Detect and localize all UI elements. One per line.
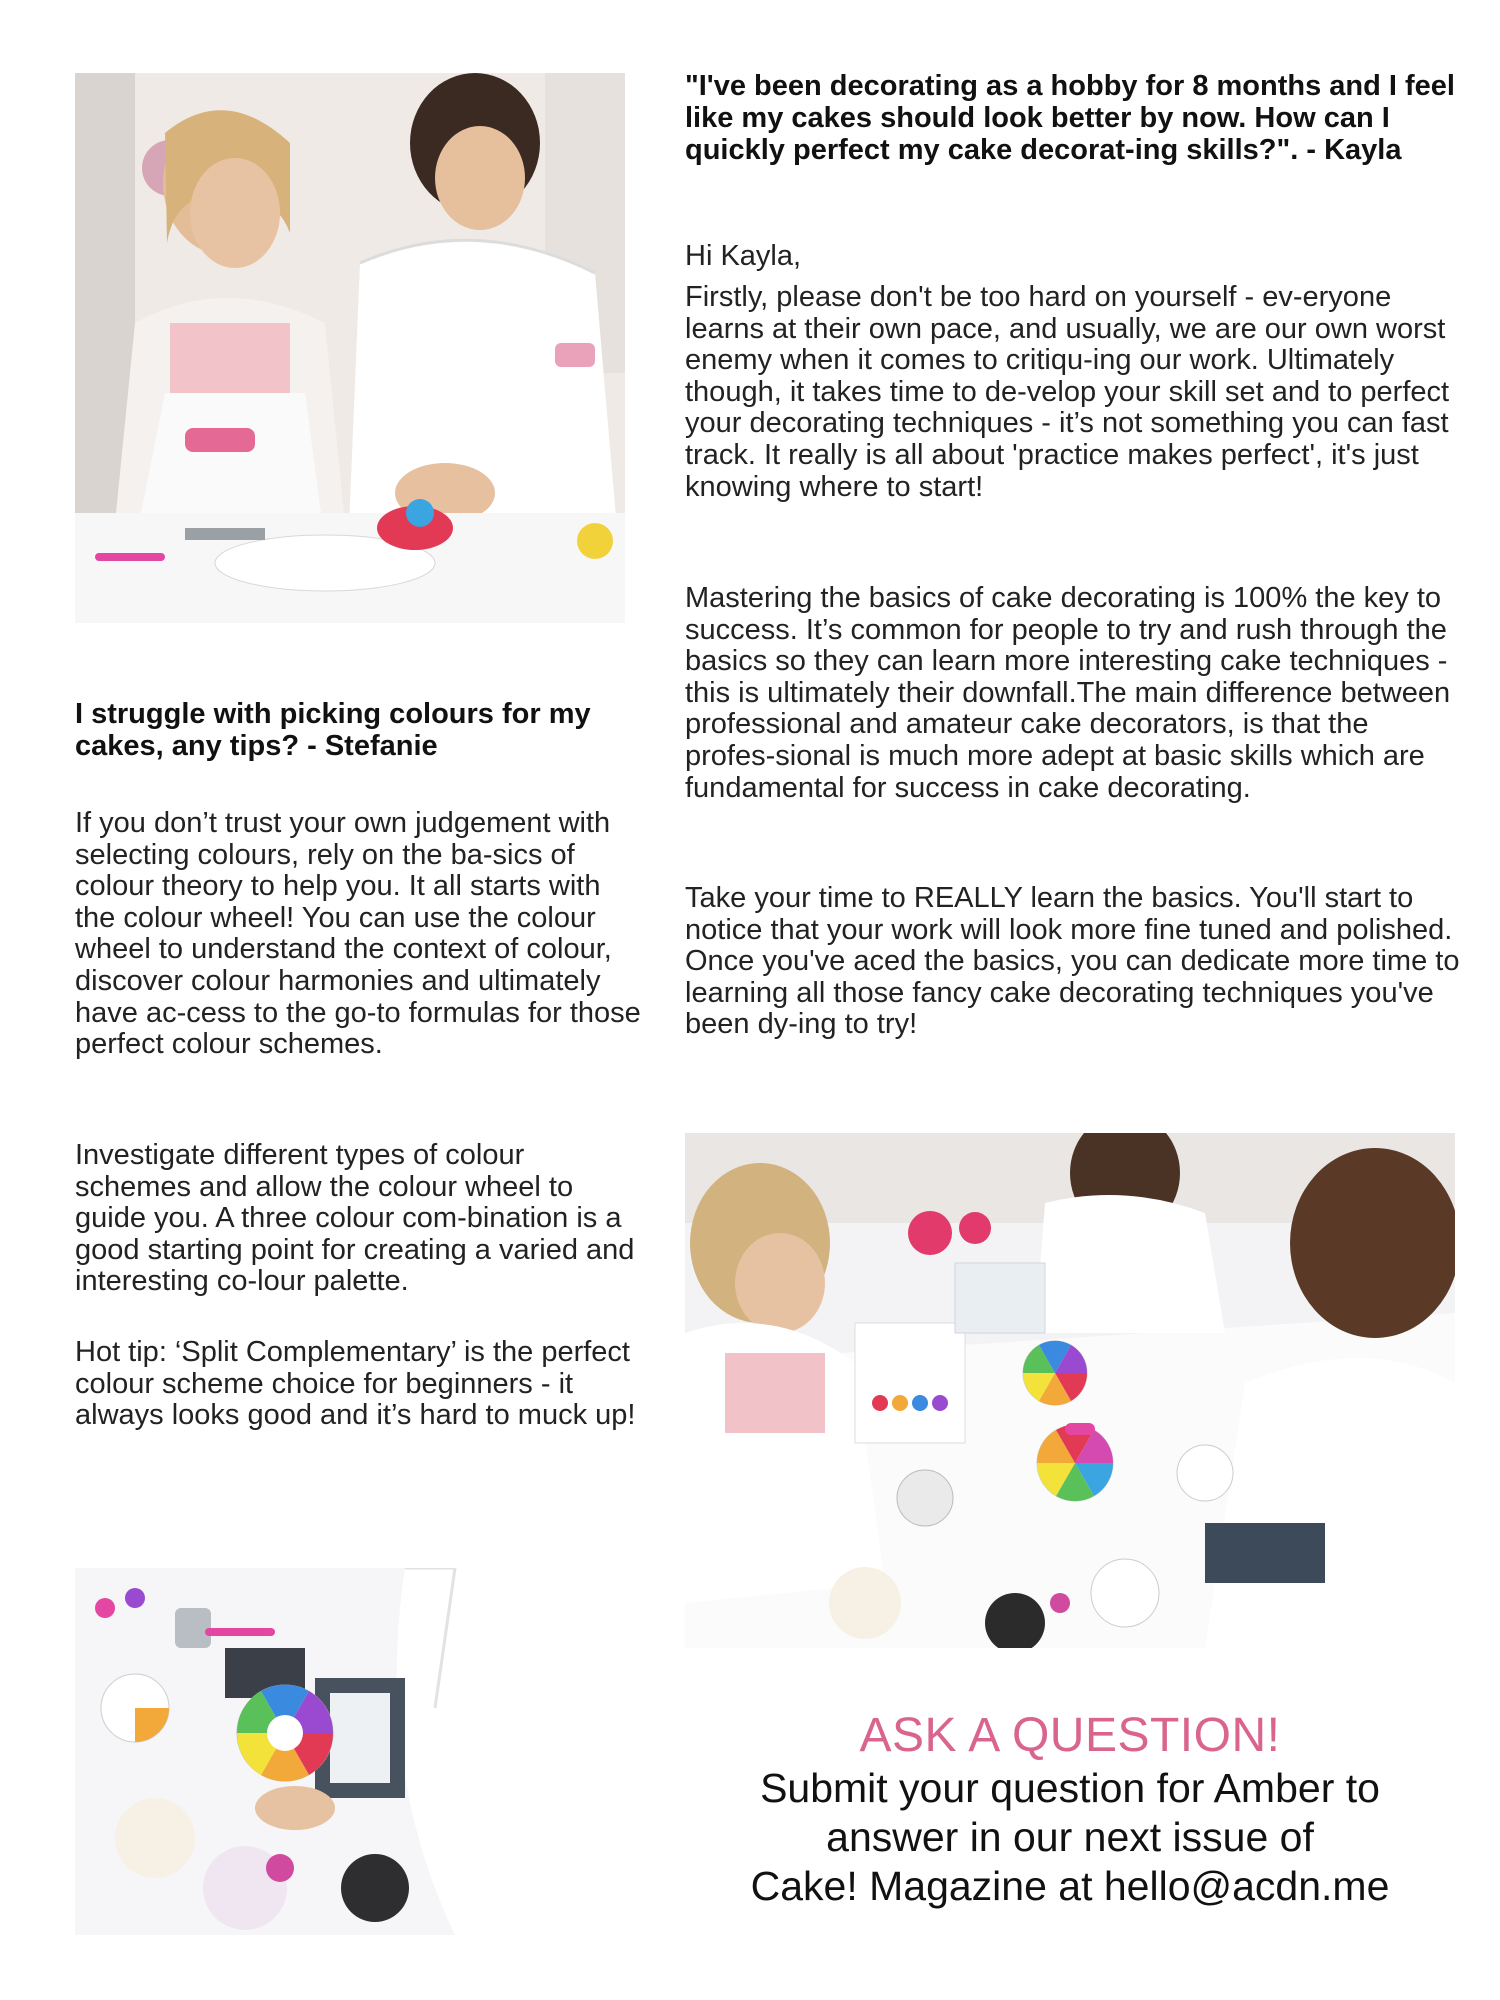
cta-line: Submit your question for Amber to — [760, 1765, 1380, 1811]
ask-a-question-block — [685, 1708, 1455, 1911]
cta-line: Cake! Magazine at hello@acdn.me — [750, 1863, 1390, 1909]
colour-wheel-closeup-photo — [75, 1568, 625, 1935]
question-heading-stefanie: I struggle with picking colours for my cakes, any tips? - Stefanie — [75, 698, 591, 762]
answer-greeting: Hi Kayla, — [685, 240, 802, 272]
answer-paragraph: Take your time to REALLY learn the basics. You'll start to notice that your work will look more fine tuned and polished. Once you've aced the basics, you can dedicate more time to learning all those fancy cake decorating techniques you've been dy-ing to try! — [685, 882, 1460, 1041]
colour-wheel-workshop-photo — [685, 1133, 1455, 1648]
hot-tip-paragraph: Hot tip: ‘Split Complementary’ is the perfect colour scheme choice for beginners - it always looks good and it’s hard to muck up! — [75, 1336, 636, 1432]
answer-paragraph: Mastering the basics of cake decorating is 100% the key to success. It’s common for people to try and rush through the basics so they can learn more interesting cake techniques - this is ultimately their downfall.The main difference between professional and amateur cake decorators, is that the profes-sional is much more adept at basic skills which are fundamental for success in cake decorating. — [685, 582, 1451, 804]
cta-line: answer in our next issue of — [826, 1814, 1314, 1860]
answer-paragraph: Firstly, please don't be too hard on yourself - ev-eryone learns at their own pace, and usually, we are our own worst enemy when it comes to critiqu-ing our work. Ultimately though, it takes time to de-velop your skill set and to perfect your decorating techniques - it’s not something you can fast track. It really is all about 'practice makes perfect', it's just knowing where to start! — [685, 281, 1450, 503]
ask-a-question-heading: ASK A QUESTION! — [859, 1709, 1281, 1762]
decorating-class-photo — [75, 73, 625, 623]
cta-text — [685, 1764, 1455, 1911]
answer-paragraph: Investigate different types of colour schemes and allow the colour wheel to guide you. A three colour com-bination is a good starting point for creating a varied and interesting co-lour palette. — [75, 1139, 635, 1298]
answer-paragraph: If you don’t trust your own judgement with selecting colours, rely on the ba-sics of colour theory to help you. It all starts with the colour wheel! You can use the colour wheel to understand the context of colour, discover colour harmonies and ultimately have ac-cess to the go-to formulas for those perfect colour schemes. — [75, 807, 641, 1061]
question-heading-kayla: "I've been decorating as a hobby for 8 months and I feel like my cakes should look better by now. How can I quickly perfect my cake decorat-ing skills?". - Kayla — [685, 70, 1455, 166]
